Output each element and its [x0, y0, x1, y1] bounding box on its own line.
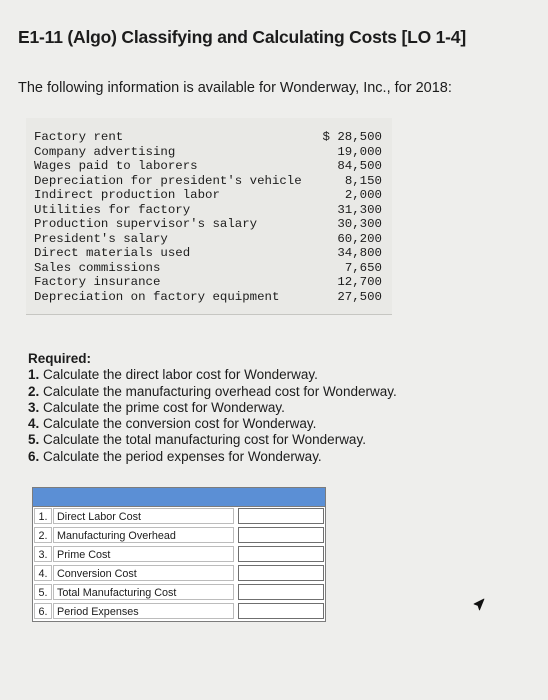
cost-data-table [26, 118, 392, 315]
cost-label: Wages paid to laborers [34, 159, 198, 173]
required-item-text: Calculate the period expenses for Wonderway. [43, 448, 322, 464]
mouse-pointer-icon [473, 598, 485, 612]
conversion-cost-input[interactable] [238, 565, 324, 581]
required-item-number: 6. [28, 448, 40, 464]
row-label: Direct Labor Cost [53, 508, 234, 524]
row-number: 2. [34, 527, 52, 543]
page-title: E1-11 (Algo) Classifying and Calculating Costs [LO 1-4] [18, 27, 466, 47]
cost-row [34, 290, 384, 305]
cost-row [34, 159, 384, 174]
cost-row [34, 174, 384, 189]
cost-amount: 19,000 [337, 145, 382, 159]
row-label: Conversion Cost [53, 565, 234, 581]
manufacturing-overhead-input[interactable] [238, 527, 324, 543]
cost-label: Factory rent [34, 130, 124, 144]
required-item [28, 367, 397, 383]
cost-amount: 30,300 [337, 217, 382, 231]
cost-label: Depreciation on factory equipment [34, 290, 280, 304]
answer-row-period-expenses [33, 602, 325, 621]
row-label: Prime Cost [53, 546, 234, 562]
required-item [28, 400, 397, 416]
cost-row [34, 275, 384, 290]
cost-amount: 60,200 [337, 232, 382, 246]
cost-label: Production supervisor's salary [34, 217, 258, 231]
required-item [28, 384, 397, 400]
cost-amount: 8,150 [344, 174, 382, 188]
cost-label: Utilities for factory [34, 203, 191, 217]
row-number: 6. [34, 603, 52, 619]
required-item-text: Calculate the conversion cost for Wonderway. [43, 416, 317, 432]
cost-label: Direct materials used [34, 246, 191, 260]
required-item-text: Calculate the direct labor cost for Wonderway. [43, 367, 318, 383]
cost-amount: 7,650 [344, 261, 382, 275]
cost-row [34, 145, 384, 160]
required-item-number: 2. [28, 383, 40, 399]
required-item-text: Calculate the prime cost for Wonderway. [43, 399, 285, 415]
cost-amount: $ 28,500 [322, 130, 382, 144]
required-item [28, 416, 397, 432]
row-label: Period Expenses [53, 603, 234, 619]
required-item-text: Calculate the manufacturing overhead cost for Wonderway. [43, 383, 397, 399]
answer-table [32, 487, 326, 622]
cost-amount: 27,500 [337, 290, 382, 304]
row-number: 3. [34, 546, 52, 562]
cost-amount: 34,800 [337, 246, 382, 260]
cost-row [34, 217, 384, 232]
cost-label: Depreciation for president's vehicle [34, 174, 302, 188]
prime-cost-input[interactable] [238, 546, 324, 562]
intro-text: The following information is available for Wonderway, Inc., for 2018: [18, 80, 452, 96]
required-item-number: 1. [28, 367, 40, 383]
answer-row-conversion-cost [33, 564, 325, 583]
required-item-number: 5. [28, 432, 40, 448]
cost-label: Indirect production labor [34, 188, 220, 202]
cost-label: President's salary [34, 232, 168, 246]
cost-amount: 84,500 [337, 159, 382, 173]
answer-table-header [33, 488, 325, 507]
cost-row [34, 232, 384, 247]
cost-amount: 12,700 [337, 275, 382, 289]
answer-row-manufacturing-overhead [33, 526, 325, 545]
cost-row [34, 130, 384, 145]
cost-row [34, 188, 384, 203]
required-item-number: 4. [28, 416, 40, 432]
row-number: 4. [34, 565, 52, 581]
required-item-number: 3. [28, 399, 40, 415]
total-manufacturing-cost-input[interactable] [238, 584, 324, 600]
answer-row-total-manufacturing-cost [33, 583, 325, 602]
required-section [28, 351, 397, 465]
answer-row-direct-labor [33, 507, 325, 526]
answer-row-prime-cost [33, 545, 325, 564]
cost-label: Sales commissions [34, 261, 161, 275]
cost-row [34, 246, 384, 261]
row-label: Total Manufacturing Cost [53, 584, 234, 600]
cost-label: Company advertising [34, 145, 176, 159]
cost-row [34, 203, 384, 218]
row-number: 1. [34, 508, 52, 524]
cost-label: Factory insurance [34, 275, 161, 289]
row-number: 5. [34, 584, 52, 600]
required-item [28, 449, 397, 465]
required-item-text: Calculate the total manufacturing cost for Wonderway. [43, 432, 366, 448]
cost-amount: 2,000 [344, 188, 382, 202]
period-expenses-input[interactable] [238, 603, 324, 619]
row-label: Manufacturing Overhead [53, 527, 234, 543]
required-item [28, 432, 397, 448]
direct-labor-input[interactable] [238, 508, 324, 524]
cost-amount: 31,300 [337, 203, 382, 217]
required-heading: Required: [28, 351, 92, 366]
cost-row [34, 261, 384, 276]
